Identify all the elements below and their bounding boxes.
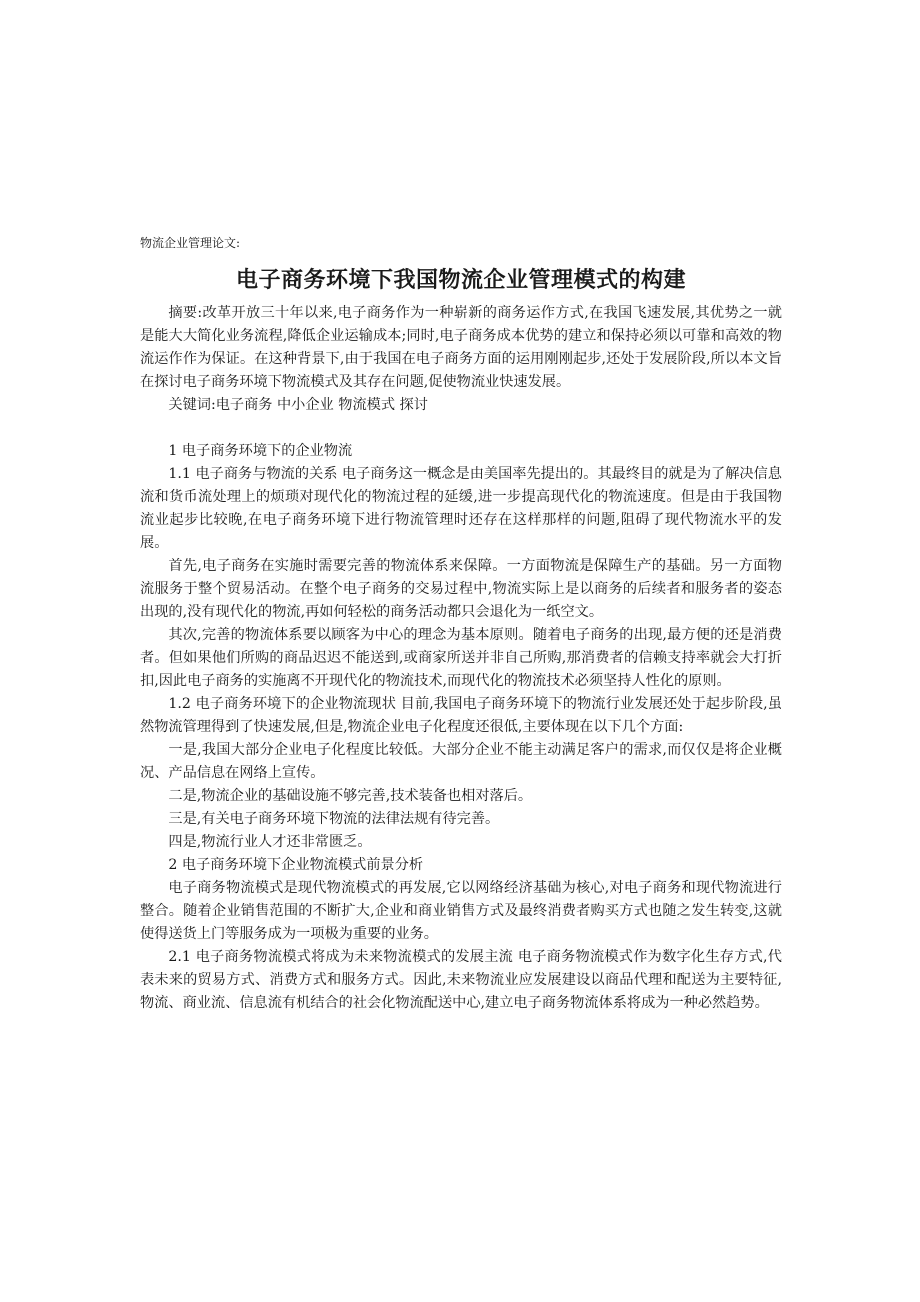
document-body — [140, 234, 782, 1015]
document-category: 物流企业管理论文: — [140, 236, 241, 250]
section-2-1-paragraph: 2.1 电子商务物流模式将成为未来物流模式的发展主流 电子商务物流模式作为数字化生存方式,代表未来的贸易方式、消费方式和服务方式。因此,未来物流业应发展建设以商品代理和配送为主要特征,物流、商业流、信息流有机结合的社会化物流配送中心,建立电子商务物流体系将成为一种必然趋势。 — [140, 949, 782, 1011]
paragraph-first: 首先,电子商务在实施时需要完善的物流体系来保障。一方面物流是保障生产的基础。另一方面物流服务于整个贸易活动。在整个电子商务的交易过程中,物流实际上是以商务的后续者和服务者的姿态出现的,没有现代化的物流,再如何轻松的商务活动都只会退化为一纸空文。 — [140, 558, 782, 620]
list-item-4: 四是,物流行业人才还非常匮乏。 — [168, 834, 372, 850]
section-1-2-paragraph: 1.2 电子商务环境下的企业物流现状 目前,我国电子商务环境下的物流行业发展还处于起步阶段,虽然物流管理得到了快速发展,但是,物流企业电子化程度还很低,主要体现在以下几个方面: — [140, 696, 782, 735]
section-2-paragraph: 电子商务物流模式是现代物流模式的再发展,它以网络经济基础为核心,对电子商务和现代物流进行整合。随着企业销售范围的不断扩大,企业和商业销售方式及最终消费者购买方式也随之发生转变,这就使得送货上门等服务成为一项极为重要的业务。 — [140, 880, 782, 942]
section-1-1-paragraph: 1.1 电子商务与物流的关系 电子商务这一概念是由美国率先提出的。其最终目的就是为了解决信息流和货币流处理上的烦琐对现代化的物流过程的延缓,进一步提高现代化的物流速度。但是由于我国物流业起步比较晚,在电子商务环境下进行物流管理时还存在这样那样的问题,阻碍了现代物流水平的发展。 — [140, 466, 782, 551]
paragraph-second: 其次,完善的物流体系要以顾客为中心的理念为基本原则。随着电子商务的出现,最方便的还是消费者。但如果他们所购的商品迟迟不能送到,或商家所送并非自己所购,那消费者的信赖支持率就会大打折扣,因此电子商务的实施离不开现代化的物流技术,而现代化的物流技术必须坚持人性化的原则。 — [140, 627, 782, 689]
keywords-line: 关键词:电子商务 中小企业 物流模式 探讨 — [168, 397, 428, 413]
list-item-3: 三是,有关电子商务环境下物流的法律法规有待完善。 — [168, 811, 500, 827]
list-item-2: 二是,物流企业的基础设施不够完善,技术装备也相对落后。 — [168, 788, 533, 804]
section-1-heading: 1 电子商务环境下的企业物流 — [168, 443, 353, 459]
document-title: 电子商务环境下我国物流企业管理模式的构建 — [235, 268, 686, 293]
section-2-heading: 2 电子商务环境下企业物流模式前景分析 — [168, 857, 424, 873]
blank-line — [140, 417, 782, 440]
list-item-1: 一是,我国大部分企业电子化程度比较低。大部分企业不能主动满足客户的需求,而仅仅是将企业概况、产品信息在网络上宣传。 — [140, 742, 782, 781]
abstract-paragraph: 摘要:改革开放三十年以来,电子商务作为一种崭新的商务运作方式,在我国飞速发展,其优势之一就是能大大简化业务流程,降低企业运输成本;同时,电子商务成本优势的建立和保持必须以可靠和高效的物流运作作为保证。在这种背景下,由于我国在电子商务方面的运用刚刚起步,还处于发展阶段,所以本文旨在探讨电子商务环境下物流模式及其存在问题,促使物流业快速发展。 — [140, 305, 782, 390]
